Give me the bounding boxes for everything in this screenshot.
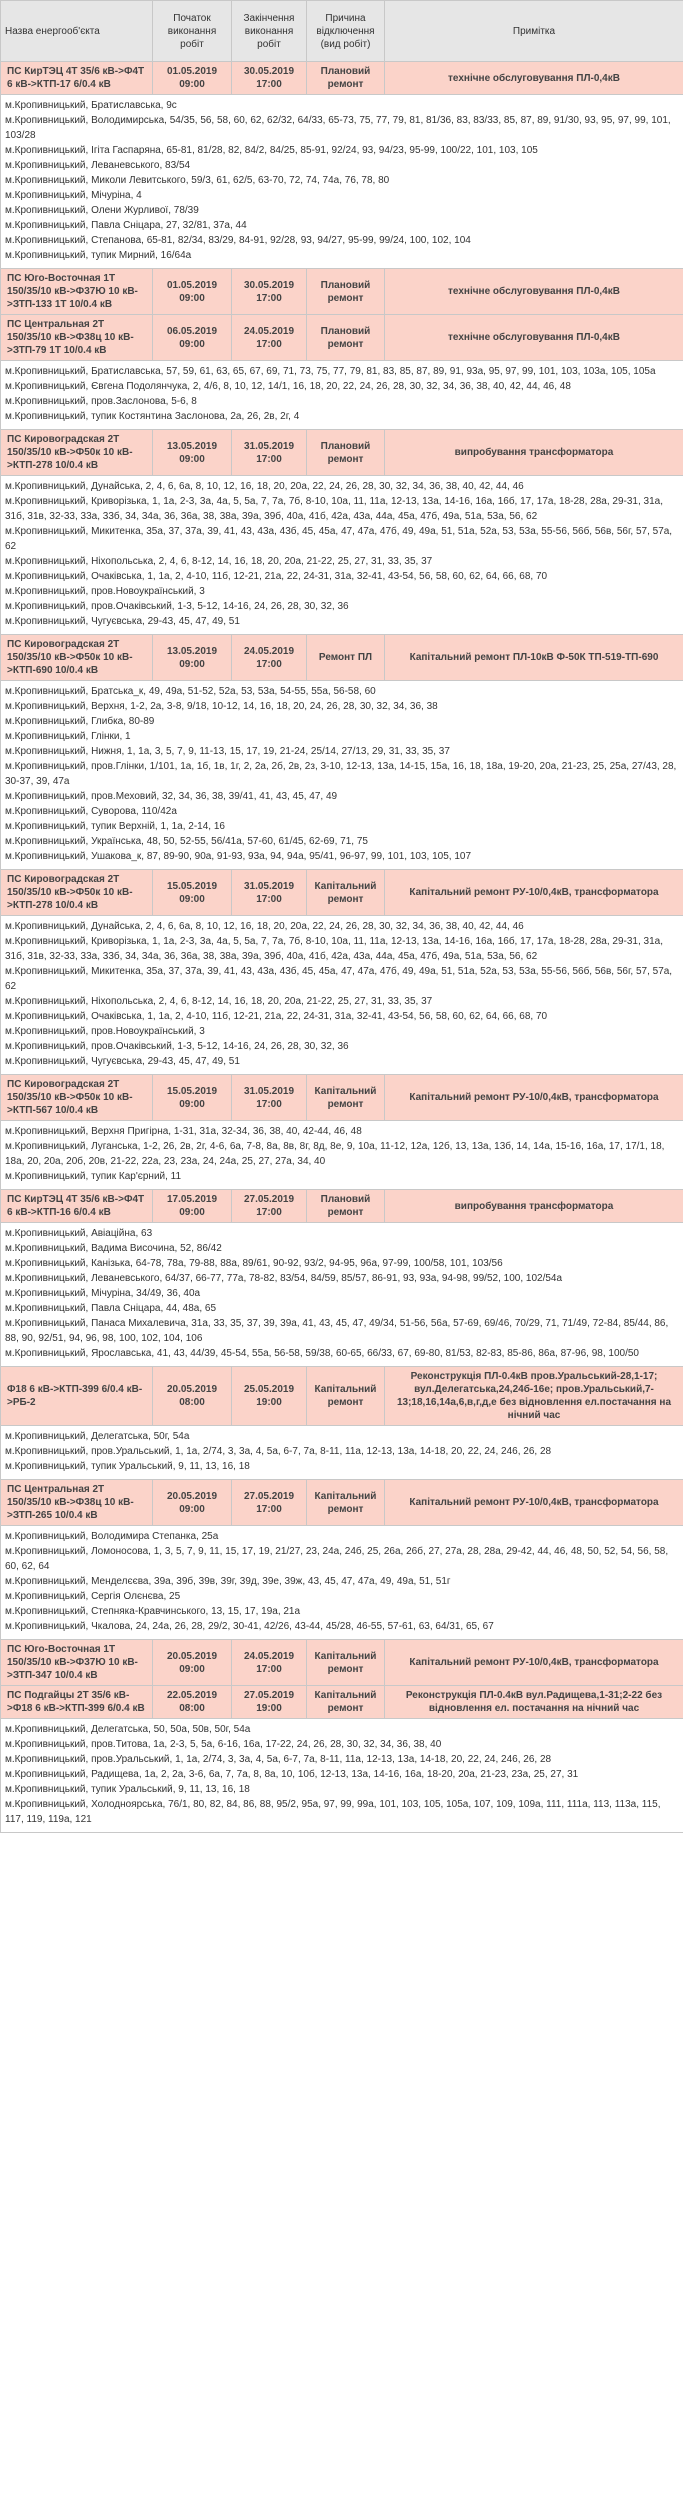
outage-object: ПС Юго-Восточная 1Т 150/35/10 кВ->Ф37Ю 10 кВ->ЗТП-133 1Т 10/0.4 кВ bbox=[1, 269, 153, 315]
address-list bbox=[1, 95, 683, 269]
start-date: 20.05.2019 bbox=[166, 1650, 218, 1662]
address-item: м.Кропивницький, Вадима Височина, 52, 86/42 bbox=[5, 1243, 222, 1254]
address-item: м.Кропивницький, Глибка, 80-89 bbox=[5, 716, 155, 727]
address-item: м.Кропивницький, пров.Меховий, 32, 34, 36, 38, 39/41, 41, 43, 45, 47, 49 bbox=[5, 791, 338, 802]
address-item: м.Кропивницький, Володимира Степанка, 25а bbox=[5, 1531, 219, 1542]
start-time: 09:00 bbox=[179, 1098, 205, 1110]
outage-object: ПС Кировоградская 2Т 150/35/10 кВ->Ф50к 10 кВ->КТП-567 10/0.4 кВ bbox=[1, 1075, 153, 1121]
start-time: 09:00 bbox=[179, 338, 205, 350]
outage-row bbox=[1, 430, 683, 476]
end-date: 24.05.2019 bbox=[243, 645, 295, 657]
start-date: 20.05.2019 bbox=[166, 1490, 218, 1502]
outage-note: випробування трансформатора bbox=[385, 1190, 683, 1223]
end-time: 17:00 bbox=[256, 453, 282, 465]
address-item: м.Кропивницький, Степняка-Кравчинського, 13, 15, 17, 19а, 21а bbox=[5, 1606, 301, 1617]
outage-start bbox=[153, 62, 232, 95]
address-item: м.Кропивницький, Павла Сніцара, 44, 48а, 65 bbox=[5, 1303, 217, 1314]
outage-end bbox=[232, 430, 307, 476]
address-item: м.Кропивницький, Очаківська, 1, 1а, 2, 4-10, 11б, 12-21, 21а, 22, 24-31, 31а, 32-41, 43-54, 56, 58, 60, 62, 64, 66, 68, 70 bbox=[5, 571, 548, 582]
table-header-row bbox=[1, 1, 683, 62]
address-row bbox=[1, 1719, 683, 1833]
outage-note: Реконструкція ПЛ-0.4кВ пров.Уральський-28,1-17; вул.Делегатська,24,24б-16е; пров.Уральський,7-13;18,16,14а,6,в,г,д,е без відновлення ел.постачання на нічний час bbox=[385, 1367, 683, 1426]
address-item: м.Кропивницький, тупик Уральський, 9, 11, 13, 16, 18 bbox=[5, 1461, 250, 1472]
end-date: 31.05.2019 bbox=[243, 1085, 295, 1097]
start-date: 22.05.2019 bbox=[166, 1690, 218, 1701]
outage-reason: Плановий ремонт bbox=[307, 1190, 385, 1223]
address-row bbox=[1, 1426, 683, 1480]
address-item: м.Кропивницький, Глінки, 1 bbox=[5, 731, 131, 742]
address-item: м.Кропивницький, пров.Новоукраїнський, 3 bbox=[5, 1026, 205, 1037]
address-item: м.Кропивницький, пров.Заслонова, 5-6, 8 bbox=[5, 396, 197, 407]
outage-object: Ф18 6 кВ->КТП-399 6/0.4 кВ->РБ-2 bbox=[1, 1367, 153, 1426]
outage-note: Капітальний ремонт РУ-10/0,4кВ, трансформатора bbox=[385, 1640, 683, 1686]
address-list bbox=[1, 361, 683, 430]
end-date: 25.05.2019 bbox=[243, 1384, 295, 1395]
outage-row bbox=[1, 635, 683, 681]
start-date: 15.05.2019 bbox=[166, 880, 218, 892]
end-time: 17:00 bbox=[256, 338, 282, 350]
outage-object: ПС Юго-Восточная 1Т 150/35/10 кВ->Ф37Ю 10 кВ->ЗТП-347 10/0.4 кВ bbox=[1, 1640, 153, 1686]
address-item: м.Кропивницький, Ніхопольська, 2, 4, 6, 8-12, 14, 16, 18, 20, 20а, 21-22, 25, 27, 31, 33, 35, 37 bbox=[5, 996, 433, 1007]
address-item: м.Кропивницький, Дунайська, 2, 4, 6, 6а, 8, 10, 12, 16, 18, 20, 20а, 22, 24, 26, 28, 30, 32, 34, 36, 38, 40, 42, 44, 46 bbox=[5, 921, 524, 932]
address-item: м.Кропивницький, Чугуєвська, 29-43, 45, 47, 49, 51 bbox=[5, 1056, 240, 1067]
address-item: м.Кропивницький, Братиславська, 9с bbox=[5, 100, 177, 111]
address-item: м.Кропивницький, Ломоносова, 1, 3, 5, 7, 9, 11, 15, 17, 19, 21/27, 23, 24а, 24б, 25, 26а, 26б, 27, 27а, 28, 28а, 29-42, 44, 46, 48, 50, 52, 54, 56, 58, 60, 62, 64 bbox=[5, 1546, 669, 1572]
outage-object: ПС КирТЭЦ 4Т 35/6 кВ->Ф4Т 6 кВ->КТП-16 6/0.4 кВ bbox=[1, 1190, 153, 1223]
address-item: м.Кропивницький, тупик Кар'єрний, 11 bbox=[5, 1171, 182, 1182]
address-item: м.Кропивницький, Радищева, 1а, 2, 2а, 3-6, 6а, 7, 7а, 8, 8а, 10, 10б, 12-13, 13а, 14-16, 16а, 18-20, 20а, 21-23, 23а, 25, 27, 31 bbox=[5, 1769, 579, 1780]
address-item: м.Кропивницький, пров.Очаківський, 1-3, 5-12, 14-16, 24, 26, 28, 30, 32, 36 bbox=[5, 1041, 349, 1052]
outage-start bbox=[153, 1075, 232, 1121]
end-date: 27.05.2019 bbox=[243, 1490, 295, 1502]
address-item: м.Кропивницький, Мічуріна, 4 bbox=[5, 190, 142, 201]
outage-end bbox=[232, 635, 307, 681]
start-time: 09:00 bbox=[179, 1503, 205, 1515]
address-list bbox=[1, 476, 683, 635]
outage-end bbox=[232, 1686, 307, 1719]
end-date: 24.05.2019 bbox=[243, 1650, 295, 1662]
address-item: м.Кропивницький, Кривоpізька, 1, 1а, 2-3, 3а, 4а, 5, 5а, 7, 7а, 7б, 8-10, 10а, 11, 11а, 12-13, 13а, 14-16, 16а, 16б, 17, 17а, 18-28, 28а, 29-31, 31а, 31б, 31в, 32-33, 33а, 33б, 34, 34а, 36, 36а, 38, 38а, 39а, 39б, 40а, 41б, 42а, 43а, 44а, 45а, 47б, 49а, 51а, 53а, 56, 62 bbox=[5, 936, 663, 962]
outage-start bbox=[153, 430, 232, 476]
address-item: м.Кропивницький, Братиславська, 57, 59, 61, 63, 65, 67, 69, 71, 73, 75, 77, 79, 81, 83, 85, 87, 89, 91, 93а, 95, 97, 99, 101, 103, 103а, 105, 105а bbox=[5, 366, 656, 377]
address-list bbox=[1, 1426, 683, 1480]
header-end: Закінчення виконання робіт bbox=[232, 1, 307, 62]
start-time: 08:00 bbox=[179, 1703, 205, 1714]
address-item: м.Кропивницький, Миколи Левитського, 59/3, 61, 62/5, 63-70, 72, 74, 74а, 76, 78, 80 bbox=[5, 175, 390, 186]
outage-note: технічне обслуговування ПЛ-0,4кВ bbox=[385, 315, 683, 361]
address-row bbox=[1, 361, 683, 430]
outage-note: Капітальний ремонт ПЛ-10кВ Ф-50К ТП-519-ТП-690 bbox=[385, 635, 683, 681]
address-item: м.Кропивницький, Луганська, 1-2, 26, 2в, 2г, 4-6, 6а, 7-8, 8а, 8в, 8г, 8д, 8е, 9, 10а, 11-12, 12а, 12б, 13, 13а, 13б, 14, 14а, 15-16, 16а, 17, 17/1, 18, 18а, 20, 20а, 20б, 20в, 21-22, 22а, 23, 23а, 24, 24а, 25, 27, 27а, 34, 40 bbox=[5, 1141, 665, 1167]
outage-start bbox=[153, 315, 232, 361]
end-date: 30.05.2019 bbox=[243, 279, 295, 291]
address-list bbox=[1, 1526, 683, 1640]
outage-note: Капітальний ремонт РУ-10/0,4кВ, трансформатора bbox=[385, 870, 683, 916]
end-time: 19:00 bbox=[256, 1703, 282, 1714]
outage-reason: Капітальний ремонт bbox=[307, 870, 385, 916]
outage-object: ПС Кировоградская 2Т 150/35/10 кВ->Ф50к 10 кВ->КТП-278 10/0.4 кВ bbox=[1, 870, 153, 916]
address-item: м.Кропивницький, Володимирська, 54/35, 56, 58, 60, 62, 62/32, 64/33, 65-73, 75, 77, 79, 81, 81/36, 83, 83/33, 85, 87, 89, 91/30, 93, 95, 97, 99, 101, 103/28 bbox=[5, 115, 671, 141]
address-item: м.Кропивницький, Ушакова_к, 87, 89-90, 90а, 91-93, 93а, 94, 94а, 95/41, 96-97, 99, 101, 103, 105, 107 bbox=[5, 851, 472, 862]
end-time: 17:00 bbox=[256, 1098, 282, 1110]
outage-reason: Плановий ремонт bbox=[307, 269, 385, 315]
outage-start bbox=[153, 1480, 232, 1526]
address-item: м.Кропивницький, тупик Мирний, 16/64а bbox=[5, 250, 192, 261]
outage-row bbox=[1, 1075, 683, 1121]
outage-reason: Ремонт ПЛ bbox=[307, 635, 385, 681]
address-item: м.Кропивницький, Українська, 48, 50, 52-55, 56/41а, 57-60, 61/45, 62-69, 71, 75 bbox=[5, 836, 368, 847]
address-item: м.Кропивницький, пров.Титова, 1а, 2-3, 5, 5а, 6-16, 16а, 17-22, 24, 26, 28, 30, 32, 34, 36, 38, 40 bbox=[5, 1739, 442, 1750]
outage-start bbox=[153, 870, 232, 916]
address-item: м.Кропивницький, Ярославська, 41, 43, 44/39, 45-54, 55а, 56-58, 59/38, 60-65, 66/33, 67, 69-80, 81/53, 82-83, 85-86, 86а, 87-96, 98, 100/50 bbox=[5, 1348, 639, 1359]
end-time: 17:00 bbox=[256, 658, 282, 670]
address-item: м.Кропивницький, Чкалова, 24, 24а, 26, 28, 29/2, 30-41, 42/26, 43-44, 45/28, 46-55, 57-61, 63, 64/31, 65, 67 bbox=[5, 1621, 494, 1632]
end-time: 17:00 bbox=[256, 1663, 282, 1675]
outage-start bbox=[153, 1640, 232, 1686]
outage-note: технічне обслуговування ПЛ-0,4кВ bbox=[385, 62, 683, 95]
outage-start bbox=[153, 1190, 232, 1223]
outage-reason: Плановий ремонт bbox=[307, 430, 385, 476]
outage-end bbox=[232, 1367, 307, 1426]
address-item: м.Кропивницький, Делегатська, 50, 50а, 50в, 50г, 54а bbox=[5, 1724, 251, 1735]
address-item: м.Кропивницький, Верхня, 1-2, 2а, 3-8, 9/18, 10-12, 14, 16, 18, 20, 24, 26, 28, 30, 32, 34, 36, 38 bbox=[5, 701, 438, 712]
address-item: м.Кропивницький, Авіаційна, 63 bbox=[5, 1228, 153, 1239]
address-item: м.Кропивницький, пров.Очаківський, 1-3, 5-12, 14-16, 24, 26, 28, 30, 32, 36 bbox=[5, 601, 349, 612]
outage-end bbox=[232, 1480, 307, 1526]
end-time: 17:00 bbox=[256, 893, 282, 905]
start-time: 09:00 bbox=[179, 453, 205, 465]
address-item: м.Кропивницький, тупик Уральський, 9, 11, 13, 16, 18 bbox=[5, 1784, 250, 1795]
outage-note: випробування трансформатора bbox=[385, 430, 683, 476]
address-list bbox=[1, 681, 683, 870]
start-time: 09:00 bbox=[179, 292, 205, 304]
address-item: м.Кропивницький, пров.Уральський, 1, 1а, 2/74, 3, 3а, 4, 5а, 6-7, 7а, 8-11, 11а, 12-13, 13а, 14-18, 20, 22, 24, 246, 26, 28 bbox=[5, 1446, 552, 1457]
address-item: м.Кропивницький, Очаківська, 1, 1а, 2, 4-10, 11б, 12-21, 21а, 22, 24-31, 31а, 32-41, 43-54, 56, 58, 60, 62, 64, 66, 68, 70 bbox=[5, 1011, 548, 1022]
address-item: м.Кропивницький, Нижня, 1, 1а, 3, 5, 7, 9, 11-13, 15, 17, 19, 21-24, 25/14, 27/13, 29, 31, 33, 35, 37 bbox=[5, 746, 450, 757]
address-item: м.Кропивницький, Ігіта Гаспаряна, 65-81, 81/28, 82, 84/2, 84/25, 85-91, 92/24, 93, 94/23, 95-99, 100/22, 101, 103, 105 bbox=[5, 145, 538, 156]
outage-note: Реконструкція ПЛ-0.4кВ вул.Радищева,1-31;2-22 без відновлення ел. постачання на нічний час bbox=[385, 1686, 683, 1719]
end-date: 30.05.2019 bbox=[243, 66, 295, 77]
address-item: м.Кропивницький, тупик Верхній, 1, 1а, 2-14, 16 bbox=[5, 821, 225, 832]
outage-object: ПС Центральная 2Т 150/35/10 кВ->Ф38ц 10 кВ->ЗТП-265 10/0.4 кВ bbox=[1, 1480, 153, 1526]
address-item: м.Кропивницький, пров.Уральський, 1, 1а, 2/74, 3, 3а, 4, 5а, 6-7, 7а, 8-11, 11а, 12-13, 13а, 14-18, 20, 22, 24, 246, 26, 28 bbox=[5, 1754, 552, 1765]
address-item: м.Кропивницький, Канізька, 64-78, 78а, 79-88, 88а, 89/61, 90-92, 93/2, 94-95, 96а, 97-99, 100/58, 101, 103/56 bbox=[5, 1258, 503, 1269]
address-row bbox=[1, 916, 683, 1075]
address-item: м.Кропивницький, Ніхопольська, 2, 4, 6, 8-12, 14, 16, 18, 20, 20а, 21-22, 25, 27, 31, 33, 35, 37 bbox=[5, 556, 433, 567]
start-date: 01.05.2019 bbox=[166, 66, 218, 77]
address-list bbox=[1, 916, 683, 1075]
address-row bbox=[1, 1121, 683, 1190]
outage-object: ПС Кировоградская 2Т 150/35/10 кВ->Ф50к 10 кВ->КТП-690 10/0.4 кВ bbox=[1, 635, 153, 681]
start-date: 13.05.2019 bbox=[166, 440, 218, 452]
outage-reason: Капітальний ремонт bbox=[307, 1075, 385, 1121]
start-date: 15.05.2019 bbox=[166, 1085, 218, 1097]
outage-row bbox=[1, 1367, 683, 1426]
address-item: м.Кропивницький, Менделєєва, 39а, 39б, 39в, 39г, 39д, 39е, 39ж, 43, 45, 47, 47а, 49, 49а, 51, 51г bbox=[5, 1576, 451, 1587]
start-time: 09:00 bbox=[179, 1207, 205, 1218]
address-row bbox=[1, 476, 683, 635]
outage-row bbox=[1, 1686, 683, 1719]
address-row bbox=[1, 681, 683, 870]
outage-reason: Капітальний ремонт bbox=[307, 1480, 385, 1526]
header-start: Початок виконання робіт bbox=[153, 1, 232, 62]
outage-reason: Капітальний ремонт bbox=[307, 1367, 385, 1426]
outage-reason: Плановий ремонт bbox=[307, 315, 385, 361]
start-time: 09:00 bbox=[179, 79, 205, 90]
start-date: 13.05.2019 bbox=[166, 645, 218, 657]
address-row bbox=[1, 95, 683, 269]
outage-end bbox=[232, 1075, 307, 1121]
end-time: 17:00 bbox=[256, 292, 282, 304]
address-item: м.Кропивницький, Мічуріна, 34/49, 36, 40а bbox=[5, 1288, 201, 1299]
address-item: м.Кропивницький, Холодноярська, 76/1, 80, 82, 84, 86, 88, 95/2, 95а, 97, 99, 99а, 101, 103, 105, 105а, 107, 109, 109а, 111, 111а, 113, 113а, 115, 117, 119, 119а, 121 bbox=[5, 1799, 661, 1825]
address-item: м.Кропивницький, Делегатська, 50г, 54а bbox=[5, 1431, 190, 1442]
start-time: 09:00 bbox=[179, 1663, 205, 1675]
outage-row bbox=[1, 315, 683, 361]
outage-row bbox=[1, 1190, 683, 1223]
start-time: 09:00 bbox=[179, 658, 205, 670]
start-time: 08:00 bbox=[179, 1397, 205, 1408]
address-row bbox=[1, 1223, 683, 1367]
address-item: м.Кропивницький, пров.Новоукраїнський, 3 bbox=[5, 586, 205, 597]
outage-start bbox=[153, 269, 232, 315]
start-date: 01.05.2019 bbox=[166, 279, 218, 291]
start-time: 09:00 bbox=[179, 893, 205, 905]
address-list bbox=[1, 1223, 683, 1367]
outage-start bbox=[153, 1367, 232, 1426]
end-date: 31.05.2019 bbox=[243, 440, 295, 452]
outage-end bbox=[232, 1190, 307, 1223]
address-item: м.Кропивницький, Микитенка, 35а, 37, 37а, 39, 41, 43, 43а, 43б, 45, 45а, 47, 47а, 47б, 49, 49а, 51, 51а, 52а, 53, 53а, 55-56, 56б, 56в, 56г, 57, 57а, 62 bbox=[5, 526, 673, 552]
end-time: 19:00 bbox=[256, 1397, 282, 1408]
start-date: 20.05.2019 bbox=[166, 1384, 218, 1395]
end-date: 27.05.2019 bbox=[243, 1194, 295, 1205]
end-date: 31.05.2019 bbox=[243, 880, 295, 892]
outage-note: Капітальний ремонт РУ-10/0,4кВ, трансформатора bbox=[385, 1480, 683, 1526]
start-date: 06.05.2019 bbox=[166, 325, 218, 337]
address-item: м.Кропивницький, Степанова, 65-81, 82/34, 83/29, 84-91, 92/28, 93, 94/27, 95-99, 99/24, 100, 102, 104 bbox=[5, 235, 471, 246]
end-time: 17:00 bbox=[256, 1503, 282, 1515]
address-item: м.Кропивницький, пров.Глінки, 1/101, 1а, 1б, 1в, 1г, 2, 2а, 2б, 2в, 2з, 3-10, 12-13, 13а, 14-15, 15а, 16, 18, 18а, 19-20, 20а, 21-23, 25, 25а, 27/43, 28, 30-37, 39, 47а bbox=[5, 761, 677, 787]
outage-reason: Капітальний ремонт bbox=[307, 1640, 385, 1686]
outage-end bbox=[232, 1640, 307, 1686]
outage-end bbox=[232, 269, 307, 315]
address-item: м.Кропивницький, Чугуєвська, 29-43, 45, 47, 49, 51 bbox=[5, 616, 240, 627]
header-note: Примітка bbox=[385, 1, 683, 62]
outage-row bbox=[1, 62, 683, 95]
end-date: 24.05.2019 bbox=[243, 325, 295, 337]
outage-object: ПС КирТЭЦ 4Т 35/6 кВ->Ф4Т 6 кВ->КТП-17 6/0.4 кВ bbox=[1, 62, 153, 95]
address-list bbox=[1, 1121, 683, 1190]
address-item: м.Кропивницький, Євгена Подолянчука, 2, 4/6, 8, 10, 12, 14/1, 16, 18, 20, 22, 24, 26, 28, 30, 32, 34, 36, 38, 40, 42, 44, 46, 48 bbox=[5, 381, 571, 392]
outage-start bbox=[153, 1686, 232, 1719]
outage-end bbox=[232, 870, 307, 916]
outage-row bbox=[1, 269, 683, 315]
outage-end bbox=[232, 62, 307, 95]
address-row bbox=[1, 1526, 683, 1640]
address-item: м.Кропивницький, Микитенка, 35а, 37, 37а, 39, 41, 43, 43а, 43б, 45, 45а, 47, 47а, 47б, 49, 49а, 51, 51а, 52а, 53, 53а, 55-56, 56б, 56в, 56г, 57, 57а, 62 bbox=[5, 966, 673, 992]
outage-row bbox=[1, 870, 683, 916]
address-item: м.Кропивницький, Суворова, 110/42а bbox=[5, 806, 177, 817]
address-item: м.Кропивницький, Сергія Олєнєва, 25 bbox=[5, 1591, 181, 1602]
address-list bbox=[1, 1719, 683, 1833]
outage-note: Капітальний ремонт РУ-10/0,4кВ, трансформатора bbox=[385, 1075, 683, 1121]
address-item: м.Кропивницький, Дунайська, 2, 4, 6, 6а, 8, 10, 12, 16, 18, 20, 20а, 22, 24, 26, 28, 30, 32, 34, 36, 38, 40, 42, 44, 46 bbox=[5, 481, 524, 492]
address-item: м.Кропивницький, Павла Сніцара, 27, 32/81, 37а, 44 bbox=[5, 220, 247, 231]
end-time: 17:00 bbox=[256, 79, 282, 90]
address-item: м.Кропивницький, Верхня Пригірна, 1-31, 31а, 32-34, 36, 38, 40, 42-44, 46, 48 bbox=[5, 1126, 362, 1137]
address-item: м.Кропивницький, Леваневського, 64/37, 66-77, 77а, 78-82, 83/54, 84/59, 85/57, 86-91, 93, 93а, 94-98, 99/52, 100, 102/54а bbox=[5, 1273, 563, 1284]
outage-row bbox=[1, 1480, 683, 1526]
outage-note: технічне обслуговування ПЛ-0,4кВ bbox=[385, 269, 683, 315]
end-time: 17:00 bbox=[256, 1207, 282, 1218]
outage-reason: Плановий ремонт bbox=[307, 62, 385, 95]
end-date: 27.05.2019 bbox=[243, 1690, 295, 1701]
address-item: м.Кропивницький, Олени Журливої, 78/39 bbox=[5, 205, 199, 216]
outage-reason: Капітальний ремонт bbox=[307, 1686, 385, 1719]
address-item: м.Кропивницький, Леваневського, 83/54 bbox=[5, 160, 191, 171]
outage-object: ПС Кировоградская 2Т 150/35/10 кВ->Ф50к 10 кВ->КТП-278 10/0.4 кВ bbox=[1, 430, 153, 476]
outage-row bbox=[1, 1640, 683, 1686]
outage-end bbox=[232, 315, 307, 361]
address-item: м.Кропивницький, Братська_к, 49, 49а, 51-52, 52а, 53, 53а, 54-55, 55а, 56-58, 60 bbox=[5, 686, 376, 697]
outage-start bbox=[153, 635, 232, 681]
address-item: м.Кропивницький, Панаса Михалевича, 31а, 33, 35, 37, 39, 39а, 41, 43, 45, 47, 49/34, 51-56, 56а, 57-69, 69/46, 70/29, 71, 71/49, 72-84, 85/44, 86, 88, 90, 92/51, 94, 96, 98, 100, 102, 104, 106 bbox=[5, 1318, 669, 1344]
header-reason: Причина відключення (вид робіт) bbox=[307, 1, 385, 62]
address-item: м.Кропивницький, тупик Костянтина Заслонова, 2а, 26, 2в, 2г, 4 bbox=[5, 411, 300, 422]
address-item: м.Кропивницький, Кривоpізька, 1, 1а, 2-3, 3а, 4а, 5, 5а, 7, 7а, 7б, 8-10, 10а, 11, 11а, 12-13, 13а, 14-16, 16а, 16б, 17, 17а, 18-28, 28а, 29-31, 31а, 31б, 31в, 32-33, 33а, 33б, 34, 34а, 36, 36а, 38, 38а, 39а, 39б, 40а, 41б, 42а, 43а, 44а, 45а, 47б, 49а, 51а, 53а, 56, 62 bbox=[5, 496, 663, 522]
start-date: 17.05.2019 bbox=[166, 1194, 218, 1205]
outage-table-body bbox=[1, 62, 683, 1833]
header-object: Назва енергооб'єкта bbox=[1, 1, 153, 62]
outage-object: ПС Подгайцы 2Т 35/6 кВ->Ф18 6 кВ->КТП-399 6/0.4 кВ bbox=[1, 1686, 153, 1719]
outage-object: ПС Центральная 2Т 150/35/10 кВ->Ф38ц 10 кВ->ЗТП-79 1Т 10/0.4 кВ bbox=[1, 315, 153, 361]
